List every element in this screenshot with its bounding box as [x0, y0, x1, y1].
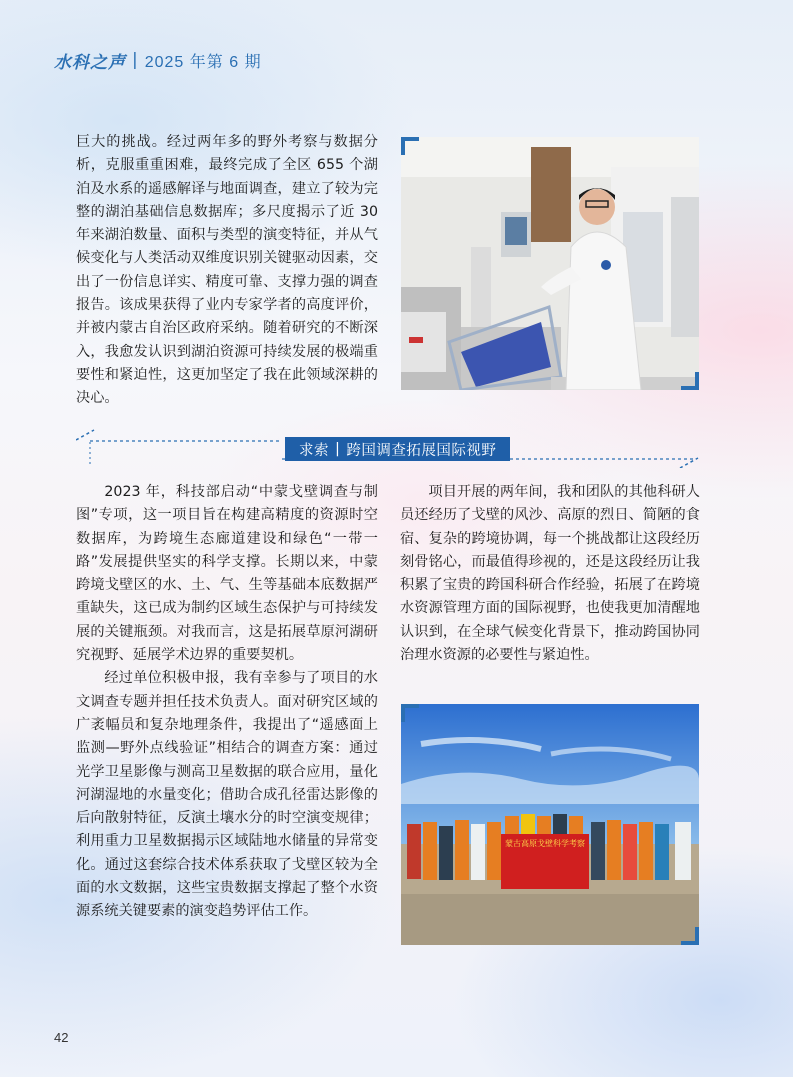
lab-photo [401, 137, 699, 390]
page-number: 42 [54, 1030, 69, 1045]
photo-corner-top-left [401, 704, 419, 722]
magazine-name: 水科之声 [54, 52, 126, 73]
section-title [285, 437, 510, 461]
running-header [54, 47, 262, 73]
section-title-left: 求索 [299, 442, 329, 459]
section-title-separator: | [335, 441, 341, 457]
header-separator: | [132, 50, 139, 70]
right-column [400, 481, 700, 667]
field-team-photo-illustration [401, 704, 699, 945]
right-paragraph-1: 项目开展的两年间，我和团队的其他科研人员还经历了戈壁的风沙、高原的烈日、简陋的食宿、复杂的跨境协调，每一个挑战都让这段经历刻骨铭心，而最值得珍视的，还是这段经历让我积累了宝贵的跨国科研合作经验，拓展了在跨境水资源管理方面的国际视野，也使我更加清醒地认识到，在全球气候变化背景下，推动跨国协同治理水资源的必要性与紧迫性。 [400, 484, 700, 664]
field-team-photo [401, 704, 699, 945]
left-column [76, 481, 378, 924]
top-paragraph: 巨大的挑战。经过两年多的野外考察与数据分析，克服重重困难，最终完成了全区 655 个湖泊及水系的遥感解译与地面调查，建立了较为完整的湖泊基础信息数据库；多尺度揭示了近 30 年来湖泊数量、面积与类型的演变特征，并从气候变化与人类活动双维度识别关键驱动因素，交出了一份信息详实、精度可靠、支撑力强的调查报告。该成果获得了业内专家学者的高度评价，并被内蒙古自治区政府采纳。随着研究的不断深入，我愈发认识到湖泊资源可持续发展的极端重要性和紧迫性，这更加坚定了我在此领域深耕的决心。 [76, 134, 378, 407]
photo-corner-bottom-right [681, 372, 699, 390]
lab-photo-illustration [401, 137, 699, 390]
issue-number: 2025 年第 6 期 [144, 53, 262, 71]
left-paragraph-2: 经过单位积极申报，我有幸参与了项目的水文调查专题并担任技术负责人。面对研究区域的广袤幅员和复杂地理条件，我提出了“遥感面上监测—野外点线验证”相结合的调查方案：通过光学卫星影像与测高卫星数据的联合应用，量化河湖湿地的水量变化；借助合成孔径雷达影像的后向散射特征，反演土壤水分的时空演变规律；利用重力卫星数据揭示区域陆地水储量的异常变化。通过这套综合技术体系获取了戈壁区较为全面的水文数据，这些宝贵数据支撑起了整个水资源系统关键要素的演变趋势评估工作。 [76, 670, 378, 920]
expedition-banner-text: 蒙古高原戈壁科学考察 [505, 839, 585, 848]
top-paragraph-block [76, 131, 378, 411]
photo-corner-bottom-right [681, 927, 699, 945]
photo-corner-top-left [401, 137, 419, 155]
section-header [76, 428, 700, 468]
section-title-right: 跨国调查拓展国际视野 [346, 442, 497, 459]
left-paragraph-1: 2023 年，科技部启动“中蒙戈壁调查与制图”专项，这一项目旨在构建高精度的资源时空数据库，为跨境生态廊道建设和绿色“一带一路”发展提供坚实的科学支撑。长期以来，中蒙跨境戈壁区的水、土、气、生等基础本底数据严重缺失，这已成为制约区域生态保护与可持续发展的关键瓶颈。对我而言，这是拓展草原河湖研究视野、延展学术边界的重要契机。 [76, 484, 378, 664]
